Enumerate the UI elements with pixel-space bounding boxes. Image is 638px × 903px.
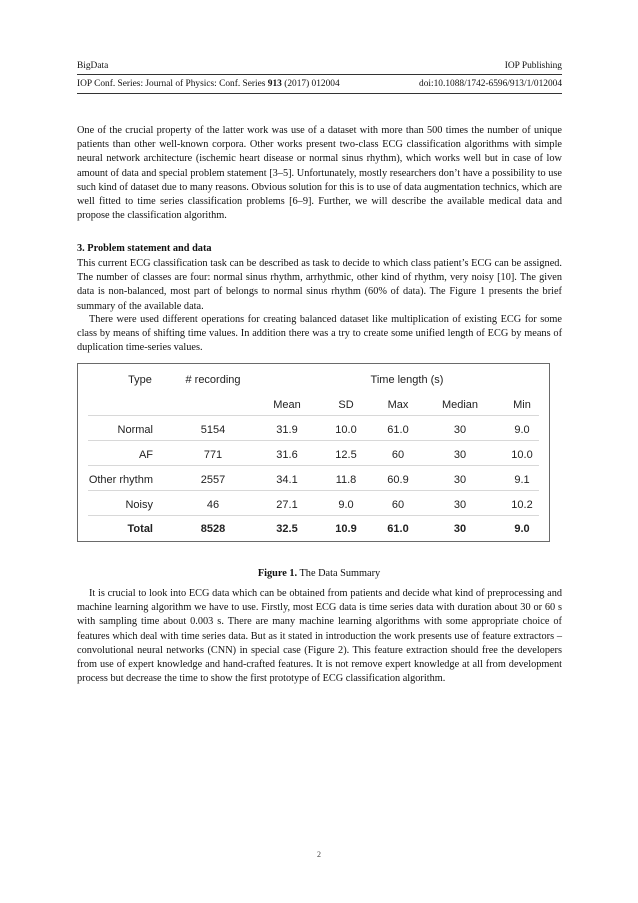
citation-suffix: (2017) 012004 (281, 79, 340, 89)
row-total-sd: 10.9 (335, 523, 357, 535)
row-normal-mean: 31.9 (276, 424, 298, 436)
row-total-min: 9.0 (514, 523, 530, 535)
table-rule (88, 440, 539, 441)
header-rule-bottom (77, 93, 562, 94)
paragraph-problem: This current ECG classification task can be described as task to decide to which class patient’s ECG can be assigned. The number of classes are four: normal sinus rhythm, arrhythmic, other kind of rhythm, very noisy [10]. The given data is non-balanced, most part of belongs to normal sinus rhythm (60% of data). The Figure 1 presents the brief summary of the available data. (77, 258, 562, 312)
citation-prefix: IOP Conf. Series: Journal of Physics: Conf. Series (77, 79, 268, 89)
journal-short-name: BigData (77, 61, 109, 71)
header-recording: # recording (185, 374, 241, 386)
paragraph-preprocessing: It is crucial to look into ECG data which can be obtained from patients and decide what kind of preprocessing and machine learning algorithm we have to use. Firstly, most ECG data is time series data with duration about 30 or 60 s with sampling time about 0.003 s. There are many machine learning algorithms with some appropriate choice of features which deal with time series data. But as it stated in introduction the work presents use of feature extractors – convolutional neural networks (CNN) in special case (Figure 2). This feature extraction should free the developers from use of expert knowledge and hand-crafted features. It is not remove expert knowledge at all from development process but decrease the time to show the first prototype of ECG classification algorithm. (77, 588, 562, 685)
figure-caption (0, 568, 638, 579)
subheader-sd: SD (338, 399, 354, 411)
row-other-recording: 2557 (200, 474, 226, 486)
paragraph-balancing: There were used different operations for creating balanced dataset like multiplication of existing ECG for some class by means of shifting time values. In addition there was a try to create some unified length of ECG by means of duplication time-series values. (77, 314, 562, 354)
table-rule (88, 465, 539, 466)
row-normal-sd: 10.0 (335, 424, 357, 436)
row-af-max: 60 (391, 449, 405, 461)
header-rule-top (77, 74, 562, 75)
publisher-name: IOP Publishing (504, 61, 562, 71)
row-total-max: 61.0 (387, 523, 409, 535)
header-type: Type (128, 374, 152, 386)
row-normal-min: 9.0 (514, 424, 530, 436)
table-rule (88, 515, 539, 516)
table-rule (88, 490, 539, 491)
row-noisy-sd: 9.0 (338, 499, 354, 511)
row-noisy-recording: 46 (206, 499, 220, 511)
row-normal-type: Normal (117, 424, 153, 436)
paragraph-intro: One of the crucial property of the latter work was use of a dataset with more than 500 times the number of unique patients than other well-known corpora. Other works present two-class ECG classification algorithms with simple neural network architecture (ischemic heart disease or normal sinus rhythm), which works well but in case of low amount of data and special problem statement [3–5]. Unfortunately, mostly researchers don’t have a possibility to use such kind of dataset due to many reasons. Obvious solution for this is to use of data augmentation technics, which are well fitted to time series classification problems [6–9]. Further, we will describe the available medical data and propose the classification algorithm. (77, 125, 562, 222)
section-heading: 3. Problem statement and data (77, 243, 212, 254)
subheader-mean: Mean (273, 399, 301, 411)
figure-caption-label: Figure 1. (257, 568, 298, 579)
running-header-citation (77, 79, 562, 89)
subheader-median: Median (441, 399, 479, 411)
row-other-mean: 34.1 (276, 474, 298, 486)
row-noisy-max: 60 (391, 499, 405, 511)
row-af-mean: 31.6 (276, 449, 298, 461)
row-other-max: 60.9 (387, 474, 409, 486)
row-noisy-median: 30 (453, 499, 467, 511)
running-header-top (77, 61, 562, 71)
row-af-type: AF (138, 449, 153, 461)
row-noisy-mean: 27.1 (276, 499, 298, 511)
row-normal-max: 61.0 (387, 424, 409, 436)
page-number: 2 (317, 850, 321, 859)
row-other-median: 30 (453, 474, 467, 486)
citation (77, 79, 340, 89)
row-noisy-min: 10.2 (511, 499, 533, 511)
row-total-type: Total (127, 523, 153, 535)
figure-caption-text: The Data Summary (297, 568, 381, 579)
row-total-mean: 32.5 (276, 523, 298, 535)
row-normal-recording: 5154 (200, 424, 226, 436)
row-noisy-type: Noisy (125, 499, 153, 511)
row-total-recording: 8528 (200, 523, 226, 535)
row-other-sd: 11.8 (335, 474, 357, 486)
subheader-max: Max (387, 399, 409, 411)
row-af-recording: 771 (203, 449, 223, 461)
row-af-median: 30 (453, 449, 467, 461)
doi: doi:10.1088/1742-6596/913/1/012004 (419, 79, 562, 89)
row-af-sd: 12.5 (335, 449, 357, 461)
row-other-min: 9.1 (514, 474, 530, 486)
data-summary-table (77, 363, 550, 542)
row-total-median: 30 (453, 523, 467, 535)
citation-volume: 913 (267, 79, 282, 89)
table-rule (88, 415, 539, 416)
header-time-length: Time length (s) (370, 374, 444, 386)
row-normal-median: 30 (453, 424, 467, 436)
row-other-type: Other rhythm (88, 474, 153, 486)
subheader-min: Min (513, 399, 531, 411)
row-af-min: 10.0 (511, 449, 533, 461)
